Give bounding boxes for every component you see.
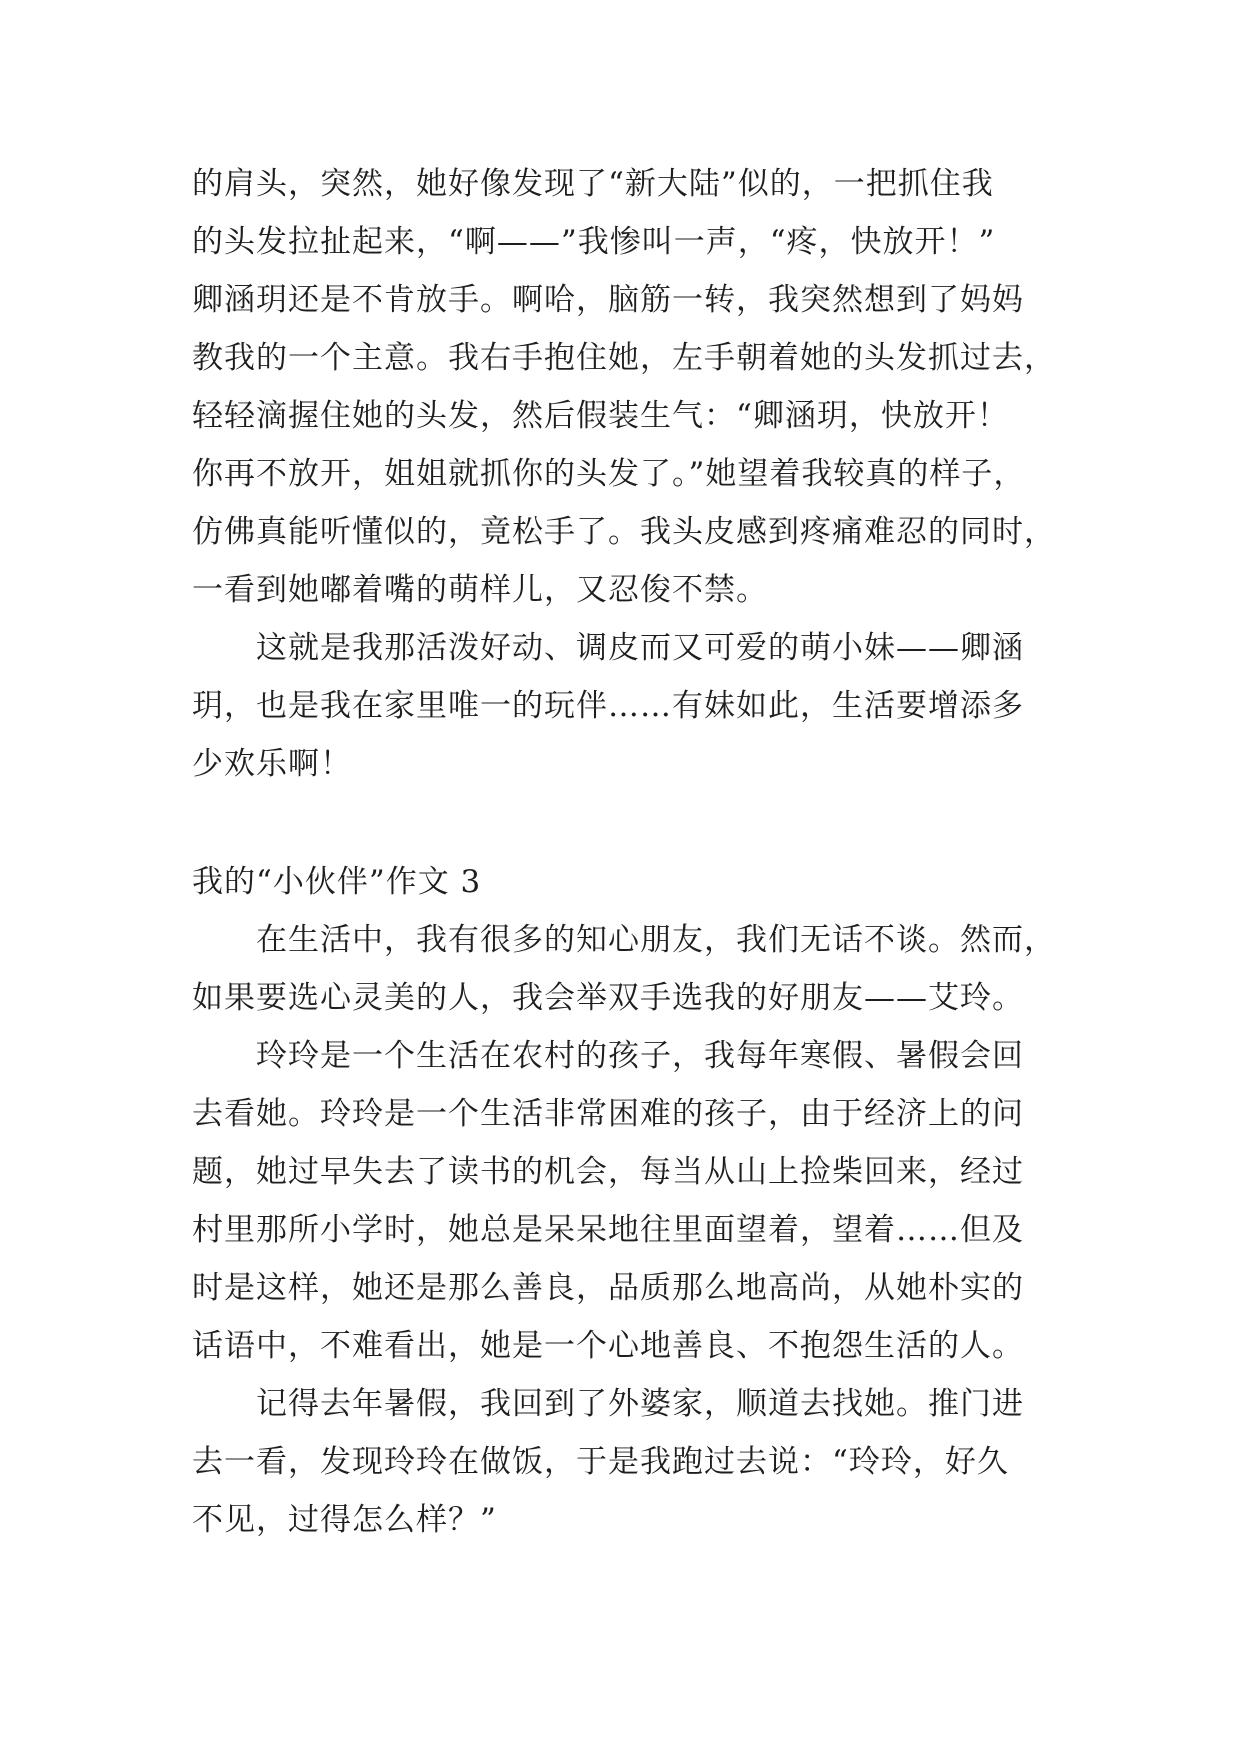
section-heading: 我的“小伙伴”作文 3 — [192, 864, 482, 900]
paragraph-line: 轻轻滴握住她的头发，然后假装生气：“卿涵玥，快放开！ — [192, 398, 1009, 434]
paragraph-line: 题，她过早失去了读书的机会，每当从山上捡柴回来，经过 — [192, 1154, 1024, 1190]
paragraph-line: 少欢乐啊！ — [192, 746, 352, 782]
paragraph-line: 去看她。玲玲是一个生活非常困难的孩子，由于经济上的问 — [192, 1096, 1024, 1132]
paragraph-line: 记得去年暑假，我回到了外婆家，顺道去找她。推门进 — [256, 1386, 1024, 1422]
paragraph-line: 如果要选心灵美的人，我会举双手选我的好朋友——艾玲。 — [192, 980, 1024, 1016]
paragraph-line: 你再不放开，姐姐就抓你的头发了。”她望着我较真的样子， — [192, 456, 1026, 492]
paragraph-line: 这就是我那活泼好动、调皮而又可爱的萌小妹——卿涵 — [256, 630, 1024, 666]
paragraph-line: 去一看，发现玲玲在做饭，于是我跑过去说：“玲玲，好久 — [192, 1444, 1009, 1480]
paragraph-line: 时是这样，她还是那么善良，品质那么地高尚，从她朴实的 — [192, 1270, 1024, 1306]
paragraph-line: 的肩头，突然，她好像发现了“新大陆”似的，一把抓住我 — [192, 166, 994, 202]
paragraph-line: 不见，过得怎么样？” — [192, 1502, 497, 1538]
paragraph-line: 玲玲是一个生活在农村的孩子，我每年寒假、暑假会回 — [256, 1038, 1024, 1074]
paragraph-line: 村里那所小学时，她总是呆呆地往里面望着，望着……但及 — [192, 1212, 1024, 1248]
paragraph-line: 在生活中，我有很多的知心朋友，我们无话不谈。然而， — [256, 922, 1056, 958]
paragraph-line: 一看到她嘟着嘴的萌样儿，又忍俊不禁。 — [192, 572, 768, 608]
paragraph-line: 话语中，不难看出，她是一个心地善良、不抱怨生活的人。 — [192, 1328, 1024, 1364]
paragraph-line: 仿佛真能听懂似的，竟松手了。我头皮感到疼痛难忍的同时， — [192, 514, 1056, 550]
paragraph-line: 的头发拉扯起来，“啊——”我惨叫一声，“疼，快放开！” — [192, 224, 996, 260]
paragraph-line: 卿涵玥还是不肯放手。啊哈，脑筋一转，我突然想到了妈妈 — [192, 282, 1024, 318]
paragraph-line: 玥，也是我在家里唯一的玩伴……有妹如此，生活要增添多 — [192, 688, 1024, 724]
paragraph-line: 教我的一个主意。我右手抱住她，左手朝着她的头发抓过去， — [192, 340, 1056, 376]
